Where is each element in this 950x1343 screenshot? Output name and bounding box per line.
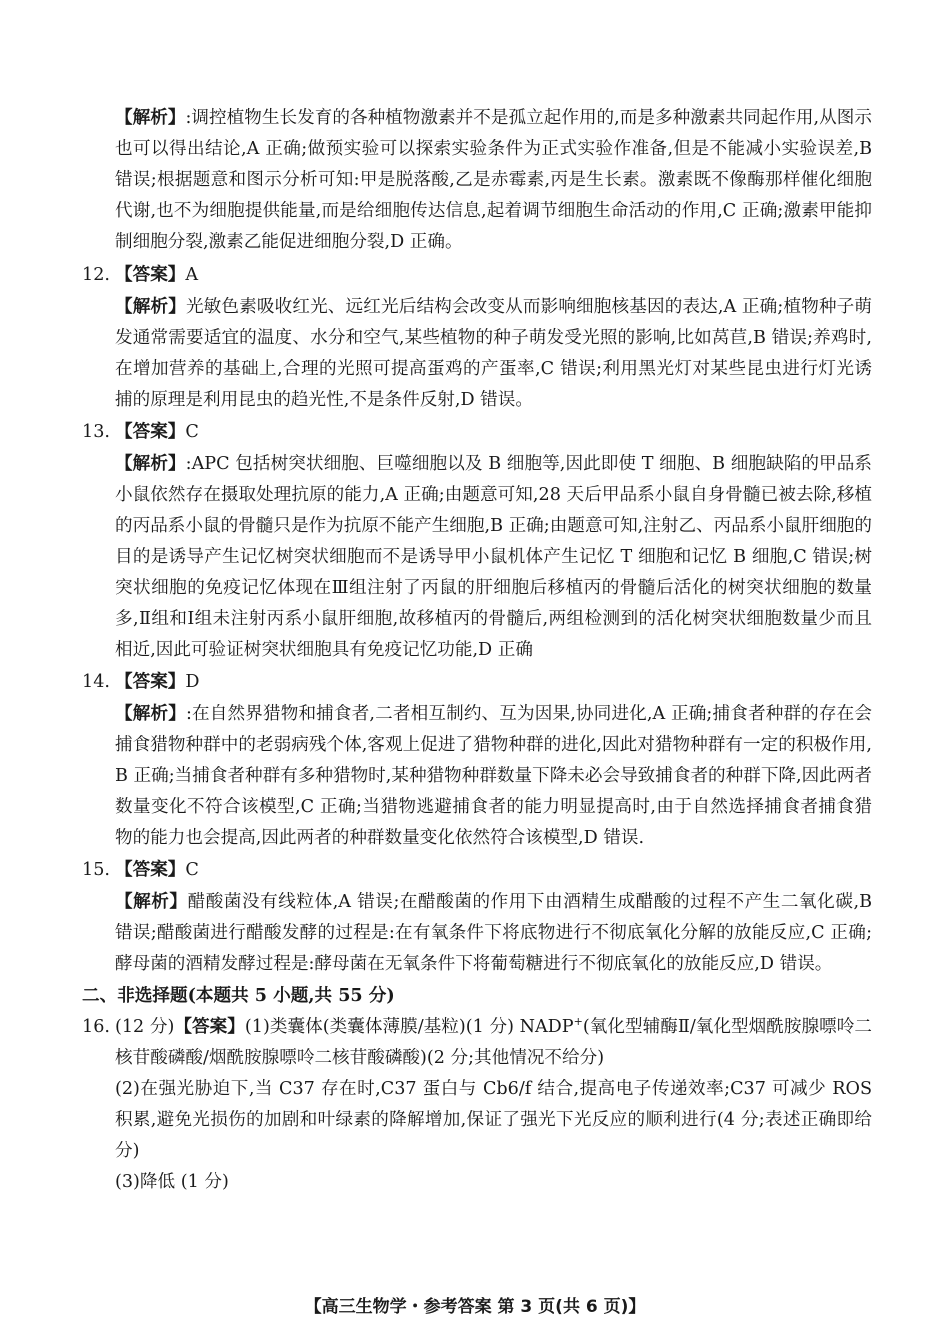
q16-part3: (3)降低 (1 分) [115,1172,229,1192]
q16-part1-b: (氧化型辅酶Ⅱ/氧化型烟酰胺腺嘌呤二核苷酸磷酸/烟酰胺腺嘌呤二核苷酸磷酸)(2 分;其他情况不给分) [115,1017,872,1068]
q15-number: 15. [82,860,110,880]
q14-answer [82,666,872,698]
q15-answer-label: 【答案】 [115,859,186,880]
q11-analysis [82,102,872,258]
q14-answer-label: 【答案】 [115,671,186,692]
q13-number: 13. [82,422,110,442]
q12-analysis-text: 光敏色素吸收红光、远红光后结构会改变从而影响细胞核基因的表达,A 正确;植物种子萌发通常需要适宜的温度、水分和空气,某些植物的种子萌发受光照的影响,比如莴苣,B 错误;养鸡时,在增加营养的基础上,合理的光照可提高蛋鸡的产蛋率,C 错误;利用黑光灯对某些昆虫进行灯光诱捕的原理是利用昆虫的趋光性,不是条件反射,D 错误。 [115,297,872,410]
q12-number: 12. [82,265,110,285]
q14-number: 14. [82,672,110,692]
q11-analysis-label: 【解析】 [115,107,186,128]
q12-answer-label: 【答案】 [115,264,186,285]
q15-answer-value: C [185,860,199,880]
q12-analysis [82,291,872,416]
q13-analysis-text: :APC 包括树突状细胞、巨噬细胞以及 B 细胞等,因此即使 T 细胞、B 细胞缺陷的甲品系小鼠依然存在摄取处理抗原的能力,A 正确;由题意可知,28 天后甲品系小鼠自身骨髓已被去除,移植的丙品系小鼠的骨髓只是作为抗原不能产生细胞,B 正确;由题意可知,注射乙、丙品系小鼠肝细胞的目的是诱导产生记忆树突状细胞而不是诱导甲小鼠机体产生记忆 T 细胞和记忆 B 细胞,C 错误;树突状细胞的免疫记忆体现在Ⅲ组注射了丙鼠的肝细胞后移植丙的骨髓后活化的树突状细胞的数量多,Ⅱ组和Ⅰ组未注射丙系小鼠肝细胞,故移植丙的骨髓后,两组检测到的活化树突状细胞数量少而且相近,因此可验证树突状细胞具有免疫记忆功能,D 正确 [115,454,872,660]
q16-answer-label: 【答案】 [174,1016,245,1037]
q15-analysis-text: 醋酸菌没有线粒体,A 错误;在醋酸菌的作用下由酒精生成醋酸的过程不产生二氧化碳,B 错误;醋酸菌进行醋酸发酵的过程是:在有氧条件下将底物进行不彻底氧化分解的放能反应,C 正确;酵母菌的酒精发酵过程是:酵母菌在无氧条件下将葡萄糖进行不彻底氧化的放能反应,D 错误。 [115,892,872,974]
q13-answer [82,416,872,448]
q14-answer-value: D [185,672,200,692]
q15-analysis-label: 【解析】 [115,891,188,912]
q16-part2: (2)在强光胁迫下,当 C37 存在时,C37 蛋白与 Cb6/f 结合,提高电子传递效率;C37 可减少 ROS 积累,避免光损伤的加剧和叶绿素的降解增加,保证了强光下光反应的顺利进行(4 分;表述正确即给分) [115,1079,872,1161]
q14-analysis [82,698,872,854]
q13-answer-value: C [185,422,199,442]
q13-answer-label: 【答案】 [115,421,186,442]
q12-answer [82,259,872,291]
q11-analysis-text: :调控植物生长发育的各种植物激素并不是孤立起作用的,而是多种激素共同起作用,从图示也可以得出结论,A 正确;做预实验可以探索实验条件为正式实验作准备,但是不能减小实验误差,B 错误;根据题意和图示分析可知:甲是脱落酸,乙是赤霉素,丙是生长素。激素既不像酶那样催化细胞代谢,也不为细胞提供能量,而是给细胞传达信息,起着调节细胞生命活动的作用,C 正确;激素甲能抑制细胞分裂,激素乙能促进细胞分裂,D 正确。 [115,108,872,252]
q16-number: 16. [82,1017,110,1037]
page-content [82,102,872,1198]
q16-part1-a: (1)类囊体(类囊体薄膜/基粒)(1 分) NADP [244,1017,574,1037]
q12-analysis-label: 【解析】 [115,296,186,317]
q14-analysis-label: 【解析】 [115,703,186,724]
q16-part1-superscript: + [573,1015,583,1029]
page-footer: 【高三生物学・参考答案 第 3 页(共 6 页)】 [304,1297,646,1317]
q16-score: (12 分) [115,1017,175,1037]
q15-answer [82,854,872,886]
q16-part1 [82,1011,872,1074]
q14-analysis-text: :在自然界猎物和捕食者,二者相互制约、互为因果,协同进化,A 正确;捕食者种群的存在会捕食猎物种群中的老弱病残个体,客观上促进了猎物种群的进化,因此对猎物种群有一定的积极作用,B 正确;当捕食者种群有多种猎物时,某种猎物种群数量下降未必会导致捕食者的种群下降,因此两者数量变化不符合该模型,C 正确;当猎物逃避捕食者的能力明显提高时,由于自然选择捕食者捕食猎物的能力也会提高,因此两者的种群数量变化依然符合该模型,D 错误. [115,704,872,848]
q12-answer-value: A [185,265,199,285]
section-two-title: 二、非选择题(本题共 5 小题,共 55 分) [82,985,395,1006]
q13-analysis [82,448,872,666]
q15-analysis [82,886,872,980]
q13-analysis-label: 【解析】 [115,453,186,474]
